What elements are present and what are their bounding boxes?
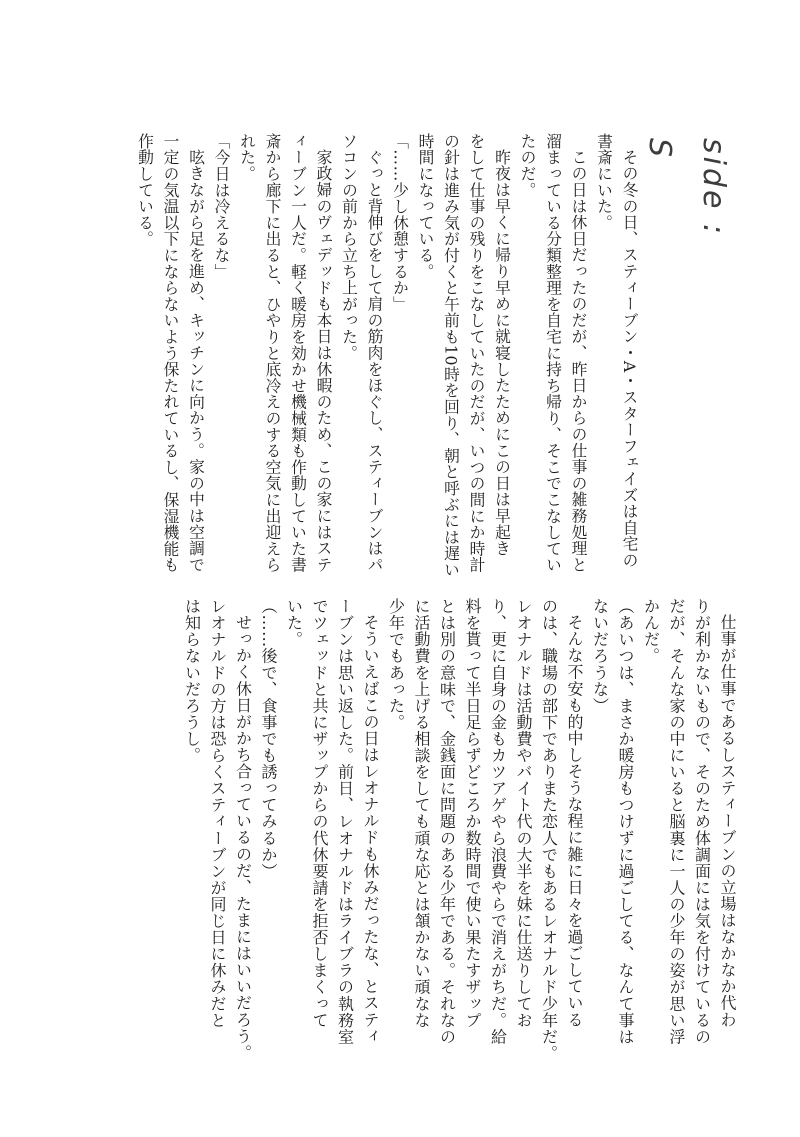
text-line: 仕事が仕事であるしスティーブンの立場はなかなか代わ xyxy=(718,614,737,1028)
text-line: ィーブン一人だ。軽く暖房を効かせ機械類も作動していた書 xyxy=(288,133,308,574)
text-line: 溜まっている分類整理を自宅に持ち帰り、そこでこなしてい xyxy=(543,133,563,574)
text-line: でツェッドと共にザップからの代休要請を拒否しまくって xyxy=(310,598,329,1029)
text-line: いた。 xyxy=(284,598,304,648)
text-line: 少年でもあった。 xyxy=(386,598,406,731)
text-line: （あいつは、まさか暖房もつけずに過ごしてる、なんて事は xyxy=(616,598,635,1045)
text-line: そういえばこの日はレオナルドも休みだったな、とスティ xyxy=(361,614,380,1045)
text-line: 一定の気温以下にならないよう保たれているし、保湿機能も xyxy=(161,133,180,574)
text-line: （……後で、食事でも誘ってみるか） xyxy=(259,598,278,880)
text-line: だが、そんな家の中にいると脳裏に一人の少年の姿が思い浮 xyxy=(667,598,686,1045)
text-line: りが利かないもので、そのため体調面には気を付けているの xyxy=(692,598,712,1045)
text-line: ーブンは思い返した。前日、レオナルドはライブラの執務室 xyxy=(335,598,355,1045)
chapter-title: side : S xyxy=(642,138,731,238)
upper-text-block xyxy=(82,133,642,578)
lower-text-block xyxy=(40,598,740,1068)
text-line: とは別の意味で、金銭面に問題のある少年である。それなの xyxy=(437,598,457,1045)
text-line: れた。 xyxy=(237,133,257,182)
text-line: 書斎にいた。 xyxy=(594,133,614,231)
text-line: 料を貰って半日足らずどころか数時間で使い果たすザップ xyxy=(463,598,482,1029)
text-line: 家政婦のヴェデッドも本日は休暇のため、この家にはステ xyxy=(314,148,333,573)
text-line: レオナルドの方は恐らくスティーブンが同じ日に休みだと xyxy=(208,598,227,1029)
text-line: 「……少し休憩するか」 xyxy=(390,133,410,313)
text-line: をして仕事の残りをこなしていたのだが、いつの間にか時計 xyxy=(467,133,486,574)
text-line: のは、職場の部下でありまた恋人でもあるレオナルド少年だ。 xyxy=(539,598,559,1062)
text-line: に活動費を上げる相談をしても頑な応とは頷かない頑なな xyxy=(412,598,431,1029)
text-line: り、更に自身の金もカツアゲやら浪費やらで消えがちだ。給 xyxy=(488,598,508,1045)
text-line: ないだろうな） xyxy=(590,598,610,714)
text-line: ソコンの前から立ち上がった。 xyxy=(339,133,359,362)
text-line: この日は休日だったのだが、昨日からの仕事の雑務処理と xyxy=(569,148,588,573)
text-line: 呟きながら足を進め、キッチンに向かう。家の中は空調で xyxy=(186,148,206,573)
text-line: そんな不安も的中しそうな程に雑に日々を過ごしている xyxy=(565,614,584,1028)
text-line: レオナルドは活動費やバイト代の大半を妹に仕送りしてお xyxy=(514,598,533,1029)
text-line: かんだ。 xyxy=(641,598,661,665)
text-line: せっかく休日がかち合っているのだ、たまにはいいだろう。 xyxy=(233,614,253,1061)
text-line: その冬の日、スティーブン・A・スターフェイズは自宅の xyxy=(620,148,639,569)
text-line: たのだ。 xyxy=(518,133,537,199)
text-line: 作動している。 xyxy=(135,133,155,248)
text-line: ぐっと背伸びをして肩の筋肉をほぐし、スティーブンはパ xyxy=(365,148,384,573)
text-line: の針は進み気が付くと午前も10時を回り、朝と呼ぶには遅い xyxy=(441,133,461,578)
text-line: 時間になっている。 xyxy=(416,133,435,280)
text-line: は知らないだろうし。 xyxy=(182,598,202,764)
text-line: 「今日は冷えるな」 xyxy=(212,133,231,280)
text-line: 斎から廊下に出ると、ひやりと底冷えのする空気に出迎えら xyxy=(263,133,282,574)
text-line: 昨夜は早くに帰り早めに就寝したためにこの日は早起き xyxy=(492,148,512,557)
